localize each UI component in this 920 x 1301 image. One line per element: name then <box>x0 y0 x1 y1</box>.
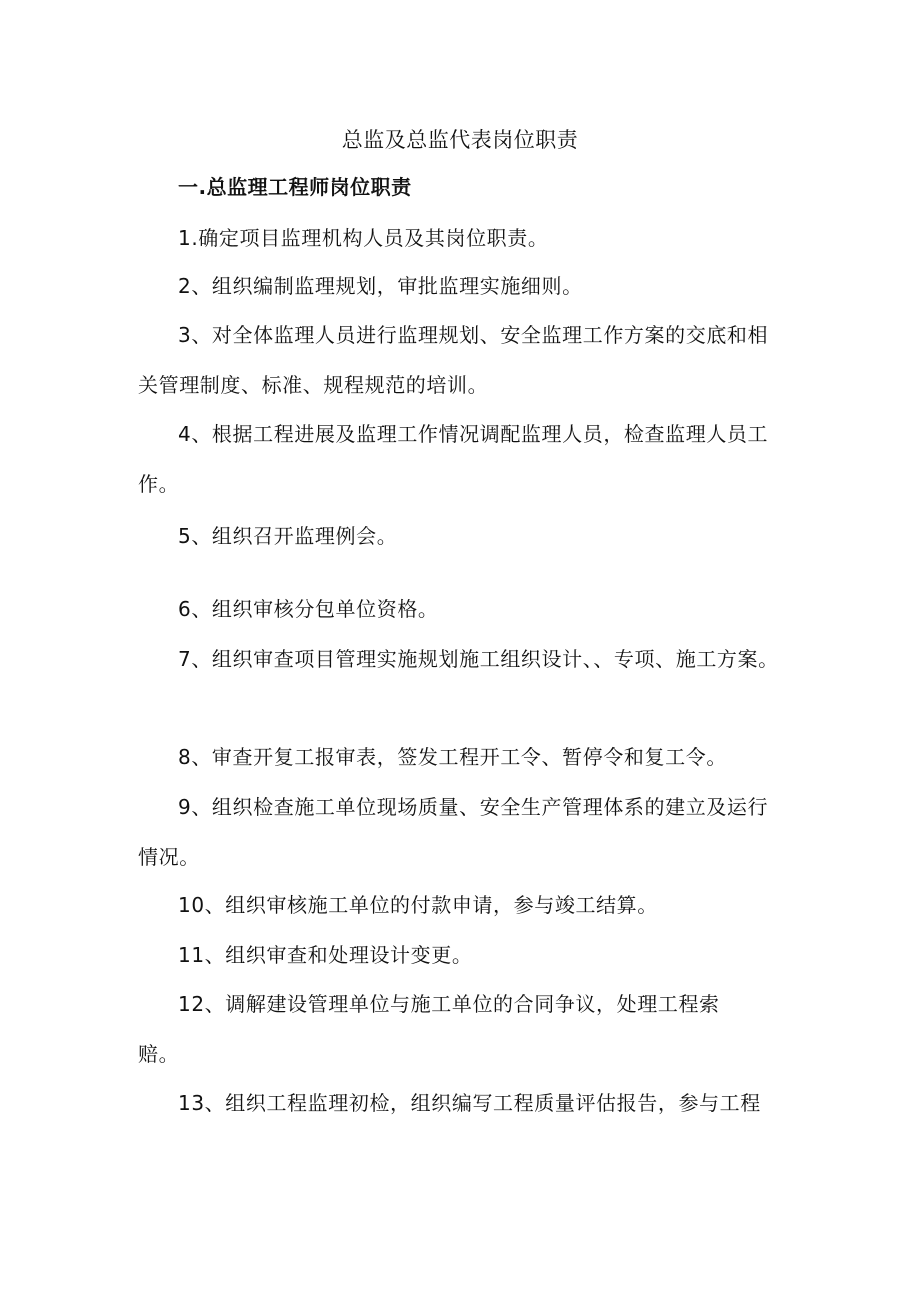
duty-item-4: 4、根据工程进展及监理工作情况调配监理人员，检查监理人员工作。 <box>138 422 769 496</box>
duty-item-8: 8、审查开复工报审表，签发工程开工令、暂停令和复工令。 <box>178 745 727 769</box>
duty-item-5: 5、组织召开监理例会。 <box>178 524 398 548</box>
document-title: 总监及总监代表岗位职责 <box>341 128 579 152</box>
duty-item-9: 9、组织检查施工单位现场质量、安全生产管理体系的建立及运行情况。 <box>138 795 769 869</box>
duty-item-3: 3、对全体监理人员进行监理规划、安全监理工作方案的交底和相关管理制度、标准、规程规范的培训。 <box>138 323 769 397</box>
duty-item-6: 6、组织审核分包单位资格。 <box>178 597 439 621</box>
duty-item-12: 12、调解建设管理单位与施工单位的合同争议，处理工程索赔。 <box>138 992 720 1066</box>
duty-item-11: 11、组织审查和处理设计变更。 <box>178 943 473 967</box>
duty-item-1: 1.确定项目监理机构人员及其岗位职责。 <box>178 226 549 250</box>
duty-item-13: 13、组织工程监理初检，组织编写工程质量评估报告，参与工程 <box>178 1091 761 1115</box>
duty-item-7: 7、组织审查项目管理实施规划施工组织设计、、专项、施工方案。 <box>178 647 779 671</box>
duty-item-2: 2、组织编制监理规划，审批监理实施细则。 <box>178 274 583 298</box>
section-heading: 一.总监理工程师岗位职责 <box>178 175 412 199</box>
duty-item-10: 10、组织审核施工单位的付款申请，参与竣工结算。 <box>178 893 658 917</box>
